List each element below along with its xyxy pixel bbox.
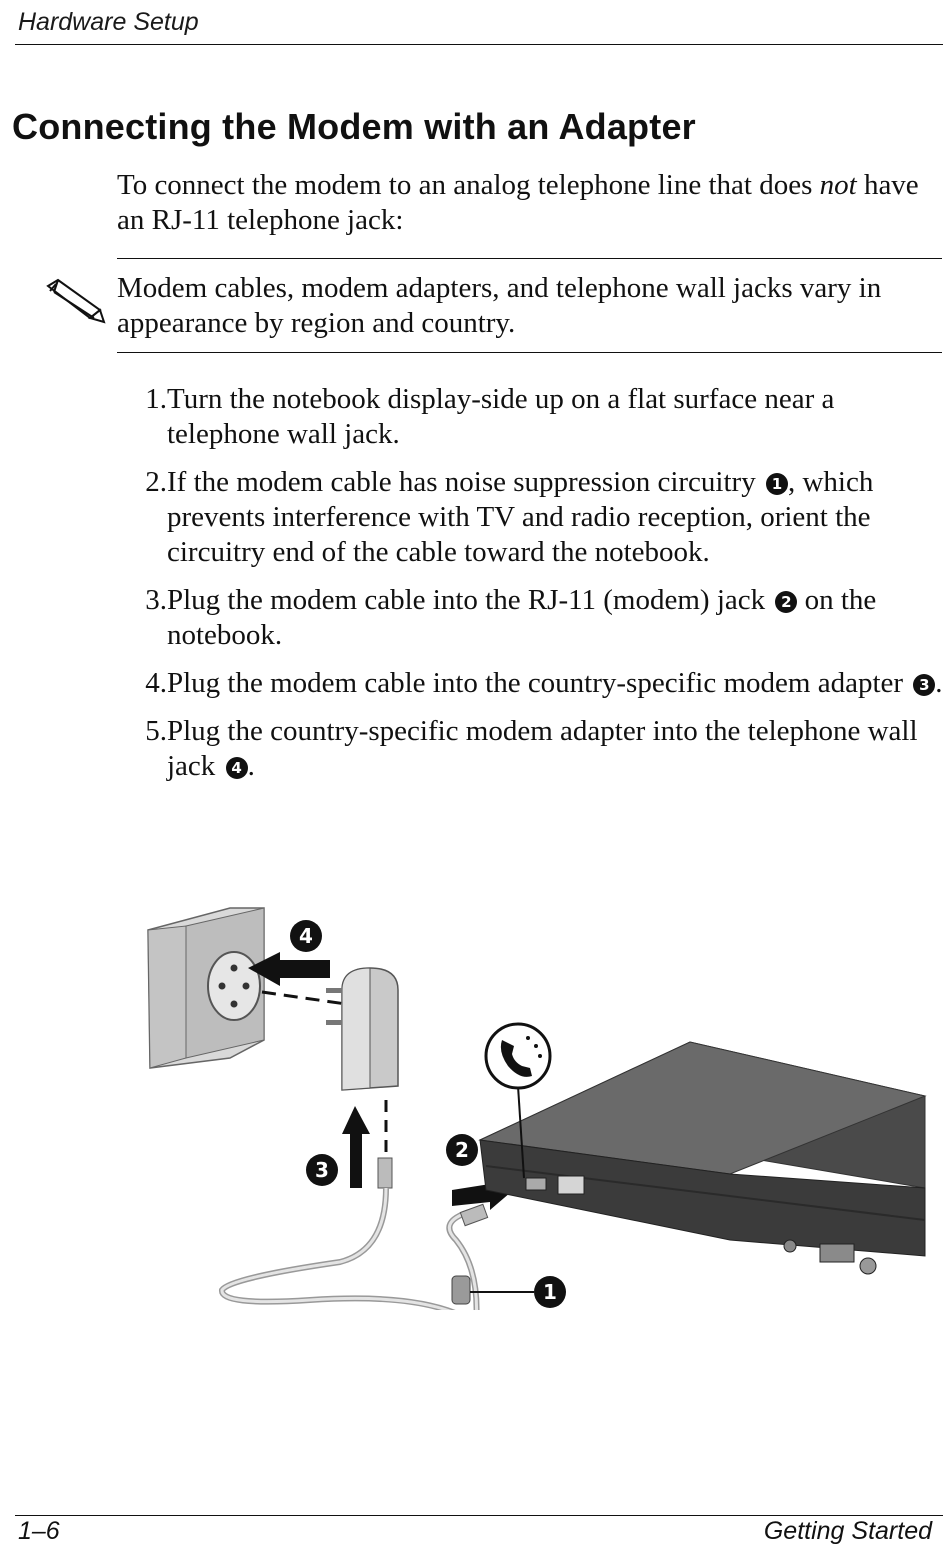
step-item [117, 714, 947, 784]
step-list [117, 382, 947, 797]
svg-text:3: 3 [315, 1158, 329, 1182]
page-number: 1–6 [18, 1517, 60, 1545]
step-text-main: Turn the notebook display-side up on a flat surface near a telephone wall jack. [167, 383, 835, 450]
step-text-after: on the notebook. [167, 584, 877, 651]
note-bottom-rule [117, 352, 942, 353]
note-text: Modem cables, modem adapters, and telephone wall jacks vary in appearance by region and country. [117, 272, 882, 339]
step-text [167, 714, 947, 784]
step-number: 5. [145, 715, 167, 747]
step-text-main: Plug the modem cable into the RJ-11 (modem) jack [167, 584, 773, 616]
step-text-after: . [935, 667, 943, 699]
svg-text:2: 2 [455, 1138, 469, 1162]
step-text-after: , which prevents interference with TV and radio reception, orient the circuitry end of the cable toward the notebook. [167, 466, 874, 568]
step-text-after: . [247, 750, 255, 782]
step-item [117, 465, 947, 570]
modem-connection-illustration [130, 890, 945, 1310]
callout-4-icon: 4 [226, 757, 248, 779]
step-text [167, 382, 947, 452]
footer-rule [15, 1515, 943, 1516]
step-text [167, 583, 947, 653]
step-text [167, 666, 947, 701]
pencil-note-icon [44, 278, 106, 328]
step-item [117, 666, 947, 701]
step-number: 1. [145, 383, 167, 415]
book-title: Getting Started [763, 1517, 932, 1545]
svg-text:1: 1 [543, 1280, 557, 1304]
step-number: 3. [145, 584, 167, 616]
step-number: 4. [145, 667, 167, 699]
callout-2-icon: 2 [775, 591, 797, 613]
section-title: Connecting the Modem with an Adapter [12, 106, 696, 147]
intro-text-end: have an RJ-11 telephone jack: [117, 169, 919, 236]
wall-jack-icon [148, 908, 264, 1068]
callout-3-icon: 3 [913, 674, 935, 696]
step-number: 2. [145, 466, 167, 498]
step-text [167, 465, 947, 570]
running-header: Hardware Setup [18, 8, 199, 36]
note-top-rule [117, 258, 942, 259]
intro-text-start: To connect the modem to an analog telephone line that does [117, 169, 820, 201]
modem-adapter-icon [326, 968, 398, 1090]
step-text-main: If the modem cable has noise suppression circuitry [167, 466, 763, 498]
step-item [117, 382, 947, 452]
step-text-main: Plug the country-specific modem adapter into the telephone wall jack [167, 715, 918, 782]
step-item [117, 583, 947, 653]
intro-emphasis: not [819, 169, 857, 201]
callout-1-icon: 1 [766, 473, 788, 495]
step-text-main: Plug the modem cable into the country-specific modem adapter [167, 667, 911, 699]
notebook-icon [480, 1042, 925, 1274]
intro-paragraph [117, 168, 942, 238]
telephone-symbol-icon [486, 1024, 550, 1088]
svg-text:4: 4 [299, 924, 313, 948]
header-rule [15, 44, 943, 45]
